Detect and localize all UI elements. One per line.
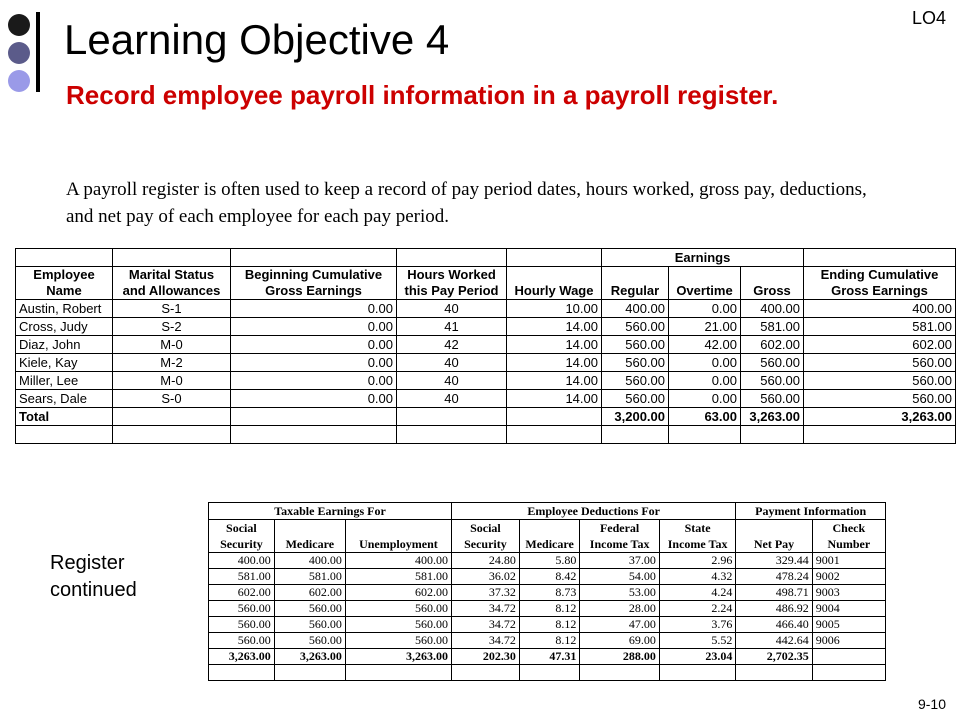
bullet-dot-light-icon bbox=[8, 70, 30, 92]
table-cell: 41 bbox=[397, 318, 507, 336]
table-cell: 8.73 bbox=[519, 585, 579, 601]
table-cell: 0.00 bbox=[669, 300, 741, 318]
table-row bbox=[209, 633, 886, 649]
table-cell: 581.00 bbox=[804, 318, 956, 336]
payroll-register-continued-table bbox=[208, 502, 886, 681]
blank-cell bbox=[804, 426, 956, 444]
table-cell: 5.80 bbox=[519, 553, 579, 569]
total-cell: 3,263.00 bbox=[209, 649, 275, 665]
column-header: Medicare bbox=[274, 520, 345, 553]
table-cell: 560.00 bbox=[274, 601, 345, 617]
table-row bbox=[16, 372, 956, 390]
group-header-row bbox=[209, 503, 886, 520]
total-label: Total bbox=[16, 408, 113, 426]
table-cell: 8.12 bbox=[519, 633, 579, 649]
table-cell: Austin, Robert bbox=[16, 300, 113, 318]
table-cell: 0.00 bbox=[669, 372, 741, 390]
table-cell: 581.00 bbox=[345, 569, 451, 585]
table-cell: 34.72 bbox=[451, 601, 519, 617]
table-cell: 560.00 bbox=[804, 390, 956, 408]
table-cell: 602.00 bbox=[274, 585, 345, 601]
table-cell: 37.32 bbox=[451, 585, 519, 601]
blank-cell bbox=[397, 426, 507, 444]
payroll-register-table bbox=[15, 248, 956, 444]
table-cell: 0.00 bbox=[231, 336, 397, 354]
blank-cell bbox=[602, 426, 669, 444]
table-cell: S-1 bbox=[113, 300, 231, 318]
column-header: Marital Status and Allowances bbox=[113, 267, 231, 300]
table-cell: M-0 bbox=[113, 336, 231, 354]
table-cell: 560.00 bbox=[209, 601, 275, 617]
table-cell: 2.96 bbox=[659, 553, 735, 569]
total-cell: 202.30 bbox=[451, 649, 519, 665]
lo-label: LO4 bbox=[911, 8, 946, 28]
column-header: Overtime bbox=[669, 267, 741, 300]
table-cell: M-0 bbox=[113, 372, 231, 390]
table-row bbox=[16, 390, 956, 408]
blank-cell bbox=[659, 665, 735, 681]
column-header: Hourly Wage bbox=[507, 267, 602, 300]
group-header-earnings: Earnings bbox=[602, 249, 804, 267]
table-cell: 560.00 bbox=[209, 617, 275, 633]
table-cell: 9001 bbox=[812, 553, 885, 569]
table-cell: 498.71 bbox=[736, 585, 812, 601]
group-header-deductions: Employee Deductions For bbox=[451, 503, 735, 520]
table-cell: Cross, Judy bbox=[16, 318, 113, 336]
table-cell: 9003 bbox=[812, 585, 885, 601]
total-cell: 3,263.00 bbox=[345, 649, 451, 665]
column-header: Employee Name bbox=[16, 267, 113, 300]
table-cell: 560.00 bbox=[602, 318, 669, 336]
column-header: Gross bbox=[741, 267, 804, 300]
table-cell: 560.00 bbox=[274, 633, 345, 649]
table-cell: 400.00 bbox=[274, 553, 345, 569]
table-cell: 560.00 bbox=[602, 372, 669, 390]
bullet-dot-medium-icon bbox=[8, 42, 30, 64]
table-cell: 560.00 bbox=[209, 633, 275, 649]
table-cell: 2.24 bbox=[659, 601, 735, 617]
table-cell: 21.00 bbox=[669, 318, 741, 336]
group-header-blank bbox=[16, 249, 113, 267]
group-header-blank bbox=[113, 249, 231, 267]
table-cell: 10.00 bbox=[507, 300, 602, 318]
column-header: Federal Income Tax bbox=[580, 520, 660, 553]
table-cell: 560.00 bbox=[602, 336, 669, 354]
table-cell: 0.00 bbox=[669, 354, 741, 372]
table-row bbox=[209, 617, 886, 633]
column-header: Hours Worked this Pay Period bbox=[397, 267, 507, 300]
table-cell: 54.00 bbox=[580, 569, 660, 585]
blank-cell bbox=[274, 665, 345, 681]
table-cell: 40 bbox=[397, 390, 507, 408]
table-cell: 442.64 bbox=[736, 633, 812, 649]
column-header: Check Number bbox=[812, 520, 885, 553]
group-header-blank bbox=[397, 249, 507, 267]
total-blank bbox=[113, 408, 231, 426]
group-header-blank bbox=[507, 249, 602, 267]
table-cell: 34.72 bbox=[451, 617, 519, 633]
column-header: Net Pay bbox=[736, 520, 812, 553]
table-cell: 0.00 bbox=[231, 318, 397, 336]
table-cell: 4.32 bbox=[659, 569, 735, 585]
column-header: Beginning Cumulative Gross Earnings bbox=[231, 267, 397, 300]
table-cell: 42.00 bbox=[669, 336, 741, 354]
description-text: A payroll register is often used to keep a record of pay period dates, hours worked, gross pay, deductions, and net pay of each employee for each pay period. bbox=[66, 179, 867, 227]
blank-cell bbox=[519, 665, 579, 681]
table-cell: 14.00 bbox=[507, 336, 602, 354]
table-row bbox=[16, 336, 956, 354]
table-cell: 9005 bbox=[812, 617, 885, 633]
table-cell: 5.52 bbox=[659, 633, 735, 649]
table-cell: 37.00 bbox=[580, 553, 660, 569]
table-cell: 466.40 bbox=[736, 617, 812, 633]
table-cell: 560.00 bbox=[741, 390, 804, 408]
total-ending: 3,263.00 bbox=[804, 408, 956, 426]
page-subtitle: Record employee payroll information in a payroll register. bbox=[66, 80, 779, 110]
table-cell: 560.00 bbox=[345, 617, 451, 633]
table-cell: 560.00 bbox=[804, 354, 956, 372]
total-blank bbox=[397, 408, 507, 426]
table-cell: 8.12 bbox=[519, 601, 579, 617]
table-cell: 40 bbox=[397, 372, 507, 390]
table-cell: 42 bbox=[397, 336, 507, 354]
total-cell: 47.31 bbox=[519, 649, 579, 665]
table-cell: S-2 bbox=[113, 318, 231, 336]
table-cell: 34.72 bbox=[451, 633, 519, 649]
table-cell: 14.00 bbox=[507, 390, 602, 408]
table-cell: 69.00 bbox=[580, 633, 660, 649]
table-cell: 560.00 bbox=[741, 372, 804, 390]
total-blank bbox=[507, 408, 602, 426]
table-cell: 47.00 bbox=[580, 617, 660, 633]
table-cell: 602.00 bbox=[345, 585, 451, 601]
table-cell: 581.00 bbox=[741, 318, 804, 336]
blank-cell bbox=[113, 426, 231, 444]
blank-cell bbox=[736, 665, 812, 681]
blank-cell bbox=[345, 665, 451, 681]
register-continued-label: Register continued bbox=[50, 552, 137, 601]
table-cell: 486.92 bbox=[736, 601, 812, 617]
table-cell: 0.00 bbox=[669, 390, 741, 408]
table-cell: 40 bbox=[397, 300, 507, 318]
table-cell: 400.00 bbox=[345, 553, 451, 569]
total-row bbox=[16, 408, 956, 426]
total-cell: 288.00 bbox=[580, 649, 660, 665]
table-cell: 602.00 bbox=[209, 585, 275, 601]
table-cell: Kiele, Kay bbox=[16, 354, 113, 372]
table-cell: 0.00 bbox=[231, 300, 397, 318]
table-cell: Diaz, John bbox=[16, 336, 113, 354]
table-row bbox=[209, 553, 886, 569]
table-cell: 0.00 bbox=[231, 390, 397, 408]
table-row bbox=[16, 354, 956, 372]
table-row bbox=[209, 601, 886, 617]
column-header: Unemployment bbox=[345, 520, 451, 553]
table-cell: 560.00 bbox=[602, 390, 669, 408]
page-title: Learning Objective 4 bbox=[64, 16, 450, 63]
table-cell: 14.00 bbox=[507, 372, 602, 390]
table-cell: 53.00 bbox=[580, 585, 660, 601]
table-cell: 0.00 bbox=[231, 354, 397, 372]
table-cell: 0.00 bbox=[231, 372, 397, 390]
table-cell: 36.02 bbox=[451, 569, 519, 585]
blank-cell bbox=[741, 426, 804, 444]
table-cell: 14.00 bbox=[507, 318, 602, 336]
table-cell: Sears, Dale bbox=[16, 390, 113, 408]
table-cell: 3.76 bbox=[659, 617, 735, 633]
table-cell: 560.00 bbox=[345, 601, 451, 617]
blank-cell bbox=[209, 665, 275, 681]
table-cell: 400.00 bbox=[602, 300, 669, 318]
table-cell: 4.24 bbox=[659, 585, 735, 601]
table-cell: 560.00 bbox=[741, 354, 804, 372]
table-cell: 560.00 bbox=[804, 372, 956, 390]
blank-row bbox=[209, 665, 886, 681]
table-cell: 40 bbox=[397, 354, 507, 372]
total-cell: 3,263.00 bbox=[274, 649, 345, 665]
column-header-row bbox=[209, 520, 886, 553]
total-cell: 2,702.35 bbox=[736, 649, 812, 665]
table-row bbox=[16, 300, 956, 318]
table-cell: 560.00 bbox=[345, 633, 451, 649]
table-cell: 560.00 bbox=[602, 354, 669, 372]
table-cell: 581.00 bbox=[209, 569, 275, 585]
column-header: Ending Cumulative Gross Earnings bbox=[804, 267, 956, 300]
total-cell: 23.04 bbox=[659, 649, 735, 665]
blank-cell bbox=[812, 665, 885, 681]
table-cell: 8.42 bbox=[519, 569, 579, 585]
table-cell: 329.44 bbox=[736, 553, 812, 569]
blank-cell bbox=[669, 426, 741, 444]
table-cell: 14.00 bbox=[507, 354, 602, 372]
blank-cell bbox=[231, 426, 397, 444]
total-gross: 3,263.00 bbox=[741, 408, 804, 426]
bullet-dot-dark-icon bbox=[8, 14, 30, 36]
table-cell: 400.00 bbox=[804, 300, 956, 318]
table-cell: 581.00 bbox=[274, 569, 345, 585]
group-header-payment: Payment Information bbox=[736, 503, 886, 520]
title-divider bbox=[36, 12, 40, 92]
table-cell: M-2 bbox=[113, 354, 231, 372]
table-cell: 478.24 bbox=[736, 569, 812, 585]
column-header: Medicare bbox=[519, 520, 579, 553]
table-cell: 560.00 bbox=[274, 617, 345, 633]
group-header-blank bbox=[804, 249, 956, 267]
blank-cell bbox=[507, 426, 602, 444]
total-blank bbox=[231, 408, 397, 426]
column-header: Social Security bbox=[451, 520, 519, 553]
table-cell: 400.00 bbox=[741, 300, 804, 318]
table-row bbox=[209, 569, 886, 585]
table-row bbox=[209, 585, 886, 601]
blank-row bbox=[16, 426, 956, 444]
group-header-blank bbox=[231, 249, 397, 267]
table-cell: 602.00 bbox=[804, 336, 956, 354]
blank-cell bbox=[16, 426, 113, 444]
table-cell: 400.00 bbox=[209, 553, 275, 569]
table-row bbox=[16, 318, 956, 336]
column-header-row bbox=[16, 267, 956, 300]
column-header: Regular bbox=[602, 267, 669, 300]
total-cell bbox=[812, 649, 885, 665]
page-number: 9-10 bbox=[917, 696, 946, 712]
table-cell: 8.12 bbox=[519, 617, 579, 633]
blank-cell bbox=[451, 665, 519, 681]
total-overtime: 63.00 bbox=[669, 408, 741, 426]
table-cell: S-0 bbox=[113, 390, 231, 408]
total-row bbox=[209, 649, 886, 665]
table-cell: 9002 bbox=[812, 569, 885, 585]
total-regular: 3,200.00 bbox=[602, 408, 669, 426]
column-header: State Income Tax bbox=[659, 520, 735, 553]
table-cell: 602.00 bbox=[741, 336, 804, 354]
column-header: Social Security bbox=[209, 520, 275, 553]
group-header-row bbox=[16, 249, 956, 267]
table-cell: Miller, Lee bbox=[16, 372, 113, 390]
table-cell: 28.00 bbox=[580, 601, 660, 617]
table-cell: 24.80 bbox=[451, 553, 519, 569]
group-header-taxable: Taxable Earnings For bbox=[209, 503, 452, 520]
blank-cell bbox=[580, 665, 660, 681]
table-cell: 9004 bbox=[812, 601, 885, 617]
table-cell: 9006 bbox=[812, 633, 885, 649]
